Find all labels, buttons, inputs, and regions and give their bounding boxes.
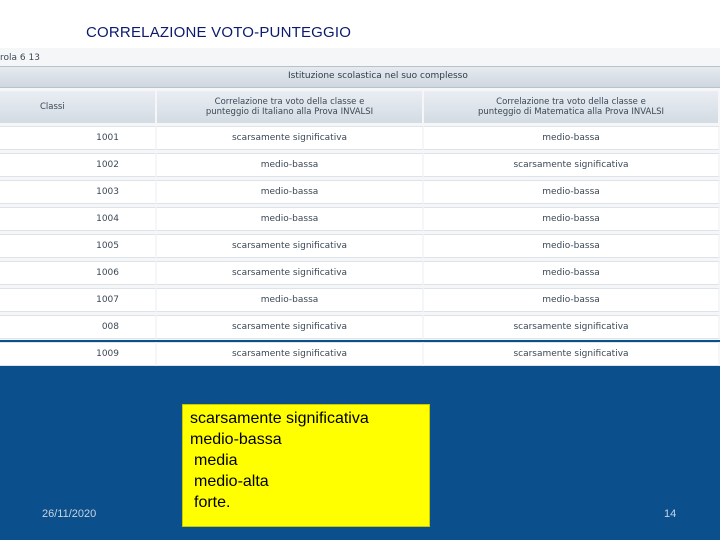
table-row [0, 180, 720, 204]
table-row [0, 261, 720, 285]
legend-item: scarsamente significativa [190, 410, 369, 427]
cell-classe: 1007 [0, 288, 157, 312]
cell-italiano: medio-bassa [157, 153, 424, 177]
slide-title: CORRELAZIONE VOTO-PUNTEGGIO [86, 24, 352, 41]
corner-label: rola 6 13 [0, 53, 40, 63]
page-number: 14 [664, 508, 677, 520]
correlation-table [0, 88, 720, 369]
cell-classe: 008 [0, 315, 157, 339]
cell-italiano: scarsamente significativa [157, 234, 424, 258]
title-bar [0, 0, 720, 48]
legend-item: forte. [194, 494, 231, 511]
legend-item: media [194, 452, 238, 469]
cell-classe: 1003 [0, 180, 157, 204]
slide-date: 26/11/2020 [42, 508, 97, 520]
italiano-header-line2: punteggio di Italiano alla Prova INVALSI [205, 107, 374, 117]
cell-italiano: scarsamente significativa [157, 315, 424, 339]
cell-matematica: medio-bassa [424, 288, 720, 312]
cell-matematica: scarsamente significativa [424, 153, 720, 177]
legend-item: medio-bassa [190, 431, 282, 448]
matematica-header-line2: punteggio di Matematica alla Prova INVALSI [478, 107, 664, 117]
group-header-band [0, 66, 720, 88]
legend-item: medio-alta [194, 473, 269, 490]
table-row [0, 315, 720, 339]
table-row [0, 288, 720, 312]
cell-classe: 1005 [0, 234, 157, 258]
table-row [0, 153, 720, 177]
table-row [0, 342, 720, 366]
italiano-header-line1: Correlazione tra voto della classe e [214, 97, 365, 107]
cell-matematica: medio-bassa [424, 234, 720, 258]
cell-matematica: medio-bassa [424, 126, 720, 150]
matematica-header-line1: Correlazione tra voto della classe e [496, 97, 646, 107]
cell-matematica: scarsamente significativa [424, 315, 720, 339]
cell-classe: 1001 [0, 126, 157, 150]
cell-italiano: scarsamente significativa [157, 342, 424, 366]
column-header-italiano [157, 91, 424, 123]
cell-matematica: medio-bassa [424, 180, 720, 204]
cell-matematica: scarsamente significativa [424, 342, 720, 366]
correlation-legend-box [182, 404, 430, 527]
table-header-row [0, 91, 720, 123]
cell-italiano: medio-bassa [157, 180, 424, 204]
cell-classe: 1006 [0, 261, 157, 285]
group-header: Istituzione scolastica nel suo complesso [288, 71, 468, 81]
column-header-matematica [424, 91, 720, 123]
cell-classe: 1009 [0, 342, 157, 366]
cell-italiano: scarsamente significativa [157, 126, 424, 150]
table-row [0, 234, 720, 258]
table-row [0, 126, 720, 150]
cell-italiano: medio-bassa [157, 288, 424, 312]
table-row [0, 207, 720, 231]
cell-classe: 1002 [0, 153, 157, 177]
cell-classe: 1004 [0, 207, 157, 231]
cell-matematica: medio-bassa [424, 261, 720, 285]
table-screenshot [0, 48, 720, 359]
cell-matematica: medio-bassa [424, 207, 720, 231]
column-header-classi: Classi [0, 91, 157, 123]
cell-italiano: medio-bassa [157, 207, 424, 231]
cell-italiano: scarsamente significativa [157, 261, 424, 285]
